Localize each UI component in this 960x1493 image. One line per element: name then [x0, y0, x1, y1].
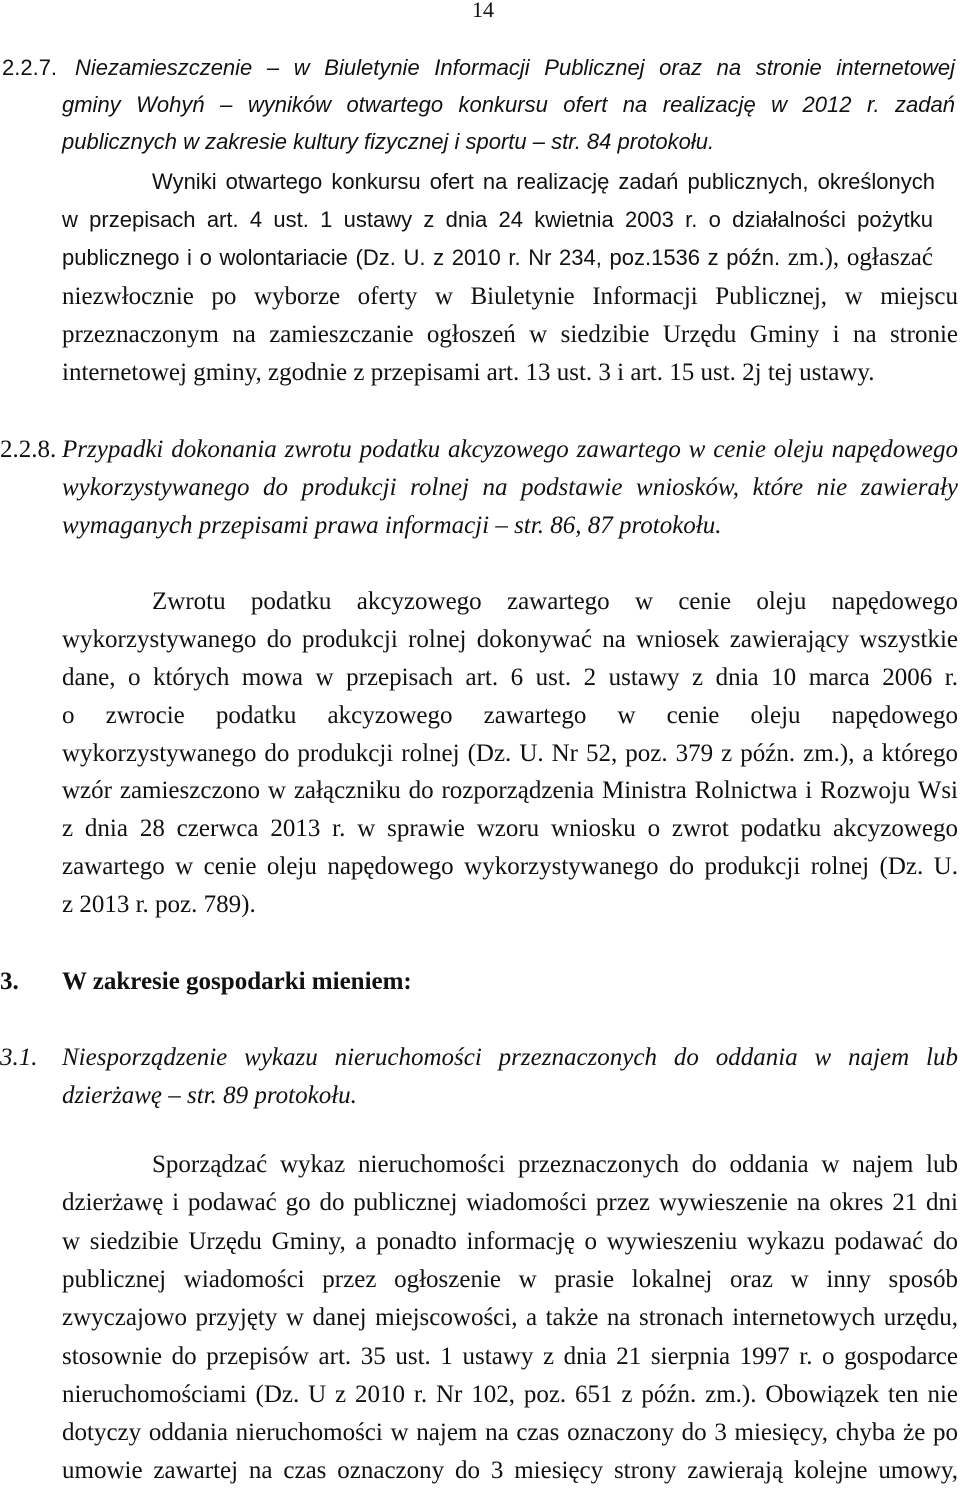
section-2-2-8-text-line: Zwrotu podatku akcyzowego zawartego w cenie oleju napędowego — [152, 588, 958, 615]
section-2-2-8-number: 2.2.8. — [0, 436, 57, 463]
section-2-2-7-title-line: publicznych w zakresie kultury fizycznej i sportu – str. 84 protokołu. — [62, 129, 715, 154]
section-2-2-7-title-line: Niezamieszczenie – w Biuletynie Informacji Publicznej oraz na stronie internetowej — [75, 55, 955, 80]
section-3-title: W zakresie gospodarki mieniem: — [62, 968, 412, 995]
section-3-1-title-line: Niesporządzenie wykazu nieruchomości przeznaczonych do oddania w najem lub — [62, 1044, 958, 1071]
section-2-2-8-text-line: z dnia 28 czerwca 2013 r. w sprawie wzoru wniosku o zwrot podatku akcyzowego — [62, 815, 958, 842]
section-3-1-text-line: dotyczy oddania nieruchomości w najem na czas oznaczony do 3 miesięcy, chyba że po — [62, 1419, 958, 1446]
section-3-1-text-line: w siedzibie Urzędu Gminy, a ponadto informację o wywieszeniu wykazu podawać do — [62, 1228, 958, 1255]
section-3-1-text-line: Sporządzać wykaz nieruchomości przeznaczonych do oddania w najem lub — [152, 1151, 958, 1178]
section-2-2-7-text-line: w przepisach art. 4 ust. 1 ustawy z dnia 24 kwietnia 2003 r. o działalności pożytku — [62, 207, 933, 232]
section-2-2-8-text-line: z 2013 r. poz. 789). — [62, 891, 256, 918]
section-2-2-8-text-line: wzór zamieszczono w załączniku do rozporządzenia Ministra Rolnictwa i Rozwoju Wsi — [62, 777, 958, 804]
section-2-2-7-text-line: Wyniki otwartego konkursu ofert na realizację zadań publicznych, określonych — [152, 169, 935, 194]
section-2-2-7-text-line — [62, 239, 933, 277]
section-3-1-text-line: publicznej wiadomości przez ogłoszenie w prasie lokalnej oraz w inny sposób — [62, 1266, 958, 1293]
section-2-2-7-text-line: przeznaczonym na zamieszczanie ogłoszeń w siedzibie Urzędu Gminy i na stronie — [62, 321, 958, 348]
section-2-2-8-text-line: dane, o których mowa w przepisach art. 6 ust. 2 ustawy z dnia 10 marca 2006 r. — [62, 664, 958, 691]
section-3-1-text-line: nieruchomościami (Dz. U z 2010 r. Nr 102, poz. 651 z późn. zm.). Obowiązek ten nie — [62, 1381, 958, 1408]
section-2-2-8-text-line: zawartego w cenie oleju napędowego wykorzystywanego do produkcji rolnej (Dz. U. — [62, 853, 958, 880]
section-2-2-8-text-line: wykorzystywanego do produkcji rolnej dokonywać na wniosek zawierający wszystkie — [62, 626, 958, 653]
section-3-1-title-line: dzierżawę – str. 89 protokołu. — [62, 1082, 357, 1109]
section-2-2-7-number: 2.2.7. — [2, 55, 58, 80]
section-2-2-7-title-line: gminy Wohyń – wyników otwartego konkursu ofert na realizację w 2012 r. zadań — [62, 92, 955, 117]
section-2-2-8-title-line: Przypadki dokonania zwrotu podatku akcyzowego zawartego w cenie oleju napędowego — [62, 436, 958, 463]
section-3-1-text-line: zwyczajowo przyjęty w danej miejscowości, a także na stronach internetowych urzędu, — [62, 1304, 958, 1331]
section-3-1-text-line: stosownie do przepisów art. 35 ust. 1 ustawy z dnia 21 sierpnia 1997 r. o gospodarce — [62, 1343, 958, 1370]
page-number: 14 — [472, 0, 494, 22]
section-2-2-7-text-line: internetowej gminy, zgodnie z przepisami art. 13 ust. 3 i art. 15 ust. 2j tej ustawy. — [62, 359, 875, 386]
section-2-2-7-text-line: niezwłocznie po wyborze oferty w Biuletynie Informacji Publicznej, w miejscu — [62, 283, 958, 310]
section-2-2-8-title-line: wykorzystywanego do produkcji rolnej na podstawie wniosków, które nie zawierały — [62, 474, 958, 501]
section-2-2-8-text-line: wykorzystywanego do produkcji rolnej (Dz. U. Nr 52, poz. 379 z późn. zm.), a którego — [62, 740, 958, 767]
section-2-2-8-text-line: o zwrocie podatku akcyzowego zawartego w cenie oleju napędowego — [62, 702, 958, 729]
section-3-1-text-line: dzierżawę i podawać go do publicznej wiadomości przez wywieszenie na okres 21 dni — [62, 1189, 958, 1216]
text-fragment-serif: zm.), ogłaszać — [787, 244, 933, 271]
section-3-1-number: 3.1. — [0, 1044, 38, 1071]
text-fragment-sans: publicznego i o wolontariacie (Dz. U. z 2010 r. Nr 234, poz.1536 z późn. — [62, 245, 781, 270]
section-2-2-8-title-line: wymaganych przepisami prawa informacji – str. 86, 87 protokołu. — [62, 512, 722, 539]
section-3-1-text-line: umowie zawartej na czas oznaczony do 3 miesięcy strony zawierają kolejne umowy, — [62, 1457, 958, 1484]
section-3-number: 3. — [0, 968, 19, 995]
